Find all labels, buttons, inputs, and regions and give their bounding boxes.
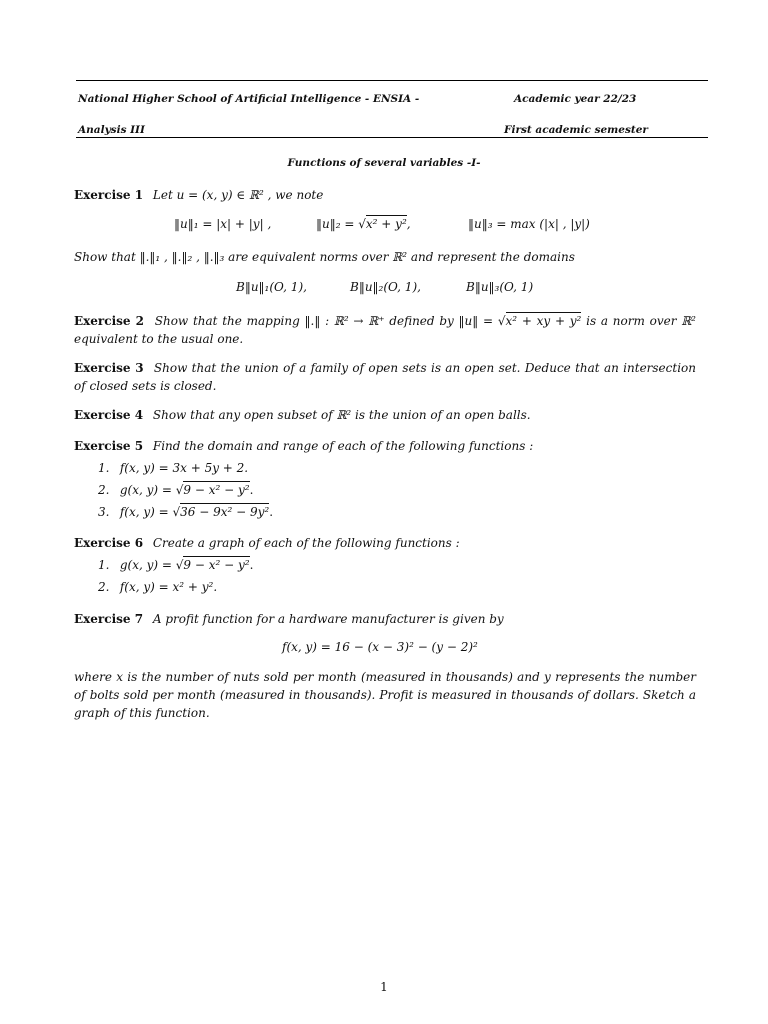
exercise-text: Show that the mapping ‖.‖ : ℝ² → ℝ⁺ defined by ‖u‖ = [154, 314, 494, 328]
sqrt-icon: √ [358, 217, 366, 231]
item-expression: f(x, y) = x² + y². [119, 580, 218, 594]
exercise-intro: Let u = (x, y) ∈ ℝ² , we note [152, 188, 324, 202]
item-radicand: 9 − x² − y² [183, 483, 250, 497]
exercise-2 [74, 312, 696, 348]
exercise-3 [74, 359, 696, 395]
list-item [98, 558, 253, 572]
sqrt-icon: √ [175, 483, 184, 497]
item-period: . [269, 505, 274, 519]
list-item [98, 461, 248, 475]
exercise-text: Create a graph of each of the following functions : [152, 536, 460, 550]
item-number: 2. [98, 580, 110, 594]
ball-1: B‖u‖₁(O, 1), [236, 280, 307, 294]
ball-2: B‖u‖₂(O, 1), [350, 280, 421, 294]
item-expression: g(x, y) = [119, 558, 172, 572]
exercise-text: Show that the union of a family of open sets is an open set. Deduce that an intersection of closed sets is closed. [74, 361, 696, 393]
course-name: Analysis III [78, 124, 145, 136]
item-period: . [249, 483, 254, 497]
item-expression: f(x, y) = [119, 505, 169, 519]
exercise-text-end: is a norm over ℝ² equivalent to the usual one. [74, 314, 696, 346]
list-item [98, 505, 273, 519]
exercise-text: Find the domain and range of each of the following functions : [152, 439, 534, 453]
item-number: 1. [98, 461, 110, 475]
ball-3: B‖u‖₃(O, 1) [466, 280, 534, 294]
exercise-label: Exercise 5 [74, 439, 144, 453]
norm-2-radicand: x² + y² [365, 217, 407, 231]
norm-1: ‖u‖₁ = |x| + |y| , [174, 217, 272, 231]
item-radicand: 36 − 9x² − 9y² [180, 505, 270, 519]
item-expression: f(x, y) = 3x + 5y + 2. [119, 461, 249, 475]
page-number: 1 [380, 980, 388, 994]
academic-year: Academic year 22/23 [514, 93, 637, 105]
exercise-label: Exercise 4 [74, 408, 144, 422]
top-rule [76, 80, 708, 81]
item-expression: g(x, y) = [119, 483, 172, 497]
item-period: . [249, 558, 254, 572]
item-radicand: 9 − x² − y² [183, 558, 250, 572]
profit-formula: f(x, y) = 16 − (x − 3)² − (y − 2)² [282, 640, 478, 654]
sqrt-icon: √ [497, 314, 506, 328]
exercise-closing-text: where x is the number of nuts sold per month (measured in thousands) and y represents the number of bolts sold per month (measured in thousands). Profit is measured in thousands of dollars. Sketch a graph of this function. [74, 670, 696, 720]
norm-2-comma: , [406, 217, 411, 231]
exercise-5 [74, 437, 696, 455]
header-rule [76, 137, 708, 138]
item-number: 1. [98, 558, 110, 572]
exercise-7-closing [74, 668, 696, 722]
exercise-label: Exercise 3 [74, 361, 144, 375]
exercise-7 [74, 610, 696, 628]
school-name: National Higher School of Artificial Intelligence - ENSIA - [78, 93, 420, 105]
list-item [98, 580, 217, 594]
norm-2 [316, 217, 411, 231]
exercise-1-statement [74, 248, 696, 266]
sqrt-icon: √ [172, 505, 181, 519]
page-title: Functions of several variables -I- [287, 157, 481, 169]
exercise-radicand: x² + xy + y² [505, 314, 582, 328]
norm-2-lhs: ‖u‖₂ = [316, 217, 355, 231]
list-item [98, 483, 253, 497]
exercise-label: Exercise 1 [74, 188, 144, 202]
exercise-label: Exercise 6 [74, 536, 144, 550]
exercise-label: Exercise 2 [74, 314, 144, 328]
norm-3: ‖u‖₃ = max (|x| , |y|) [468, 217, 590, 231]
sqrt-icon: √ [175, 558, 184, 572]
exercise-label: Exercise 7 [74, 612, 144, 626]
exercise-text: A profit function for a hardware manufacturer is given by [152, 612, 504, 626]
exercise-4 [74, 406, 696, 424]
item-number: 3. [98, 505, 110, 519]
exercise-1 [74, 186, 696, 204]
semester: First academic semester [504, 124, 648, 136]
exercise-text: Show that any open subset of ℝ² is the union of an open balls. [152, 408, 531, 422]
exercise-statement: Show that ‖.‖₁ , ‖.‖₂ , ‖.‖₃ are equivalent norms over ℝ² and represent the domains [74, 250, 575, 264]
exercise-6 [74, 534, 696, 552]
item-number: 2. [98, 483, 110, 497]
